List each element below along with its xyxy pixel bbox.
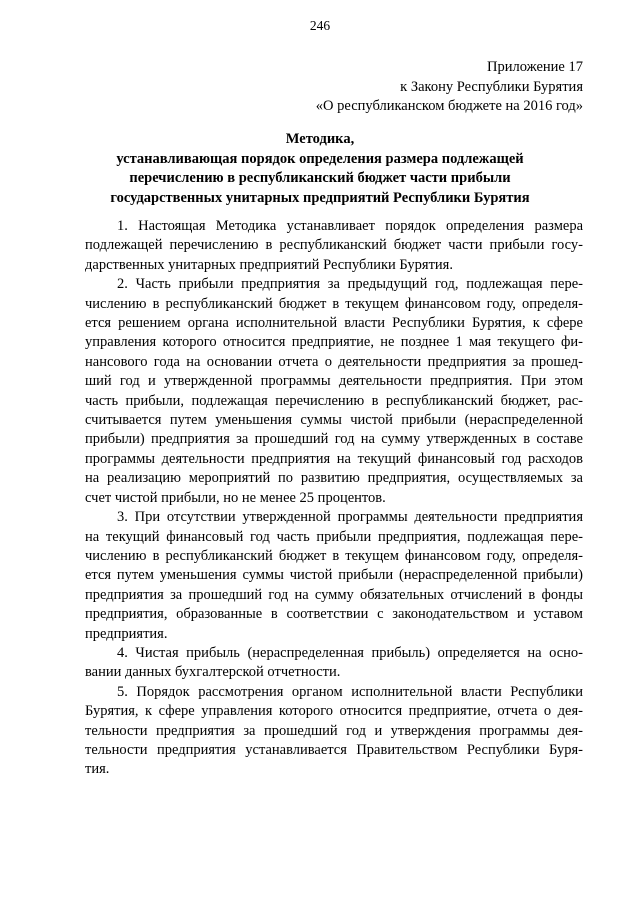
paragraph-line: предприятия за прошедший год на сумму обязательных отчислений в фонды bbox=[85, 586, 583, 603]
paragraph-line: 5. Порядок рассмотрения органом исполнительной власти Республики bbox=[117, 683, 583, 700]
paragraph-line: 3. При отсутствии утвержденной программы деятельности предприятия bbox=[117, 509, 583, 526]
title-line: перечислению в республиканский бюджет части прибыли bbox=[129, 170, 511, 186]
paragraph-line: программы деятельности предприятия на текущий финансовый год расходов bbox=[85, 450, 583, 467]
paragraph-line: ший год и утвержденной программы деятельности предприятия. При этом bbox=[85, 373, 583, 390]
paragraph-line: нансового года на основании отчета о деятельности предприятия за прошед- bbox=[85, 353, 583, 370]
appendix-header bbox=[316, 58, 583, 117]
paragraph-line: прибыли) предприятия за прошедший год на сумму утвержденных в составе bbox=[85, 431, 583, 448]
paragraph bbox=[85, 275, 583, 508]
paragraph-line: Бурятия, к сфере управления которого относится предприятие, отчета о дея- bbox=[85, 703, 583, 720]
title-line: Методика, bbox=[285, 131, 355, 147]
appendix-line: Приложение 17 bbox=[487, 59, 583, 75]
page-number: 246 bbox=[309, 18, 331, 33]
paragraph-line: ется решением органа исполнительной власти Республики Бурятия, к сфере bbox=[85, 315, 583, 332]
paragraph-line: тельности предприятия за прошедший год и утверждения программы дея- bbox=[85, 722, 583, 739]
appendix-line: к Закону Республики Бурятия bbox=[400, 78, 583, 95]
paragraph-line: предприятия. bbox=[85, 625, 168, 642]
title-line: устанавливающая порядок определения размера подлежащей bbox=[116, 150, 524, 167]
paragraph bbox=[85, 508, 583, 644]
paragraph-line: 1. Настоящая Методика устанавливает порядок определения размера bbox=[117, 218, 583, 234]
paragraph-line: на реализацию мероприятий по развитию предприятия, осуществляемых за bbox=[85, 470, 583, 487]
paragraph-line: управления которого относится предприятие, не позднее 1 мая текущего фи- bbox=[85, 334, 583, 351]
appendix-line: «О республиканском бюджете на 2016 год» bbox=[315, 98, 583, 114]
paragraph-line: счет чистой прибыли, но не менее 25 процентов. bbox=[85, 489, 386, 506]
document-body bbox=[85, 217, 583, 780]
paragraph-line: числению в республиканский бюджет в текущем финансовом году, определя- bbox=[85, 295, 583, 312]
paragraph-line: подлежащей перечислению в республиканский бюджет части прибыли госу- bbox=[85, 237, 583, 254]
paragraph-line: 4. Чистая прибыль (нераспределенная прибыль) определяется на осно- bbox=[117, 644, 583, 661]
paragraph-line: ется путем уменьшения суммы чистой прибыли (нераспределенной прибыли) bbox=[85, 567, 583, 584]
paragraph-line: часть прибыли, подлежащая перечислению в республиканский бюджет, рас- bbox=[85, 392, 583, 409]
paragraph-line: считывается путем уменьшения суммы чистой прибыли (нераспределенной bbox=[85, 412, 583, 429]
paragraph bbox=[85, 683, 583, 780]
paragraph-line: на текущий финансовый год часть прибыли предприятия, подлежащая пере- bbox=[85, 528, 583, 545]
paragraph-line: дарственных унитарных предприятий Республики Бурятия. bbox=[85, 256, 453, 273]
paragraph-line: тия. bbox=[85, 761, 110, 778]
document-title bbox=[57, 130, 583, 208]
paragraph bbox=[85, 644, 583, 683]
paragraph-line: тельности предприятия устанавливается Правительством Республики Буря- bbox=[85, 741, 583, 758]
paragraph-line: 2. Часть прибыли предприятия за предыдущий год, подлежащая пере- bbox=[117, 276, 583, 293]
paragraph bbox=[85, 217, 583, 275]
paragraph-line: вании данных бухгалтерской отчетности. bbox=[85, 664, 341, 681]
title-line: государственных унитарных предприятий Республики Бурятия bbox=[110, 189, 530, 206]
paragraph-line: числению в республиканский бюджет в текущем финансовом году, определя- bbox=[85, 547, 583, 564]
paragraph-line: предприятия, образованные в соответствии с законодательством и уставом bbox=[85, 606, 583, 623]
